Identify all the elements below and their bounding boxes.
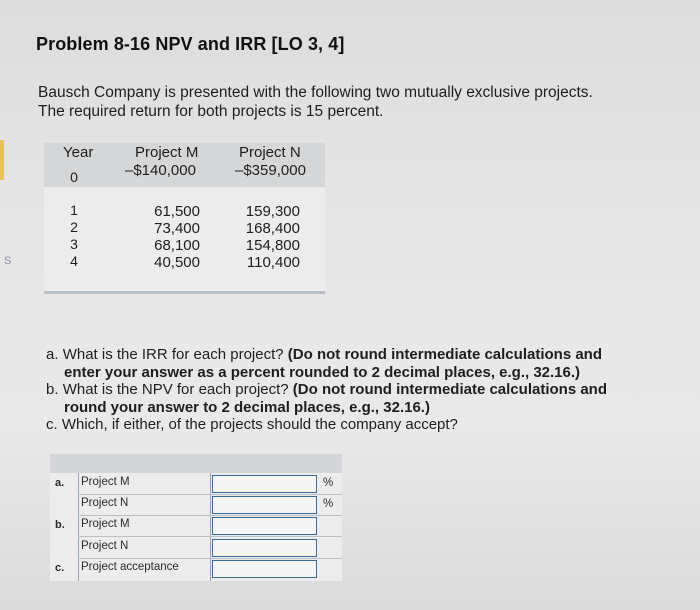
project-m-year-1: 61,500	[154, 203, 200, 220]
question-a-instruction-1: (Do not round intermediate calculations and	[287, 346, 602, 363]
answer-row-separator-2	[78, 515, 342, 516]
year-1: 1	[70, 202, 78, 218]
question-c-line	[46, 416, 691, 434]
answer-label-npv-m: Project M	[81, 518, 130, 530]
cash-flow-table	[44, 143, 325, 298]
answer-row-separator-3	[78, 536, 342, 537]
question-a-line-1	[46, 346, 691, 364]
irr-project-n-percent-unit: %	[323, 498, 334, 510]
project-n-year-3: 154,800	[245, 237, 300, 254]
year-2: 2	[70, 219, 78, 235]
intro-line-2: The required return for both projects is 15 percent.	[38, 103, 384, 120]
answer-key-c: c.	[55, 562, 65, 574]
year-0: 0	[70, 169, 78, 185]
year-3: 3	[70, 236, 78, 252]
question-b-instruction-2: round your answer to 2 decimal places, e.g., 32.16.)	[64, 398, 430, 416]
project-n-year-4: 110,400	[246, 254, 300, 271]
answer-grid	[50, 454, 342, 582]
header-year: Year	[63, 144, 94, 161]
question-a-line-2	[46, 364, 691, 382]
answer-grid-divider-left	[78, 473, 79, 581]
question-b-line-1	[46, 381, 691, 399]
npv-project-m-input[interactable]	[212, 517, 317, 535]
project-m-year-3: 68,100	[154, 237, 200, 254]
question-a-key: a.	[46, 346, 59, 363]
question-a-text: What is the IRR for each project?	[62, 346, 284, 363]
edge-highlight-strip	[0, 140, 4, 180]
year-4: 4	[70, 253, 78, 269]
project-acceptance-input[interactable]	[212, 560, 317, 578]
problem-title: Problem 8-16 NPV and IRR [LO 3, 4]	[36, 34, 345, 54]
project-m-year-4: 40,500	[154, 254, 200, 271]
answer-key-a: a.	[55, 477, 65, 489]
question-list	[46, 346, 691, 434]
cash-flow-table-bottom-rule	[44, 291, 325, 294]
project-n-year-0: –$359,000	[235, 162, 306, 179]
answer-label-npv-n: Project N	[81, 540, 129, 552]
header-project-n: Project N	[239, 144, 301, 161]
answer-grid-divider-mid	[210, 473, 211, 581]
question-a-instruction-2: enter your answer as a percent rounded to 2 decimal places, e.g., 32.16.)	[64, 363, 581, 381]
project-m-year-0: –$140,000	[125, 162, 196, 179]
answer-label-irr-n: Project N	[81, 497, 129, 509]
problem-intro	[38, 83, 688, 121]
irr-project-m-percent-unit: %	[323, 477, 334, 489]
edge-mark: S	[4, 255, 12, 267]
irr-project-m-input[interactable]	[212, 475, 317, 493]
header-project-m: Project M	[135, 144, 199, 161]
answer-grid-header	[50, 454, 342, 473]
irr-project-n-input[interactable]	[212, 496, 317, 514]
npv-project-n-input[interactable]	[212, 539, 317, 557]
answer-row-separator-1	[78, 494, 342, 495]
project-n-year-1: 159,300	[245, 203, 300, 220]
answer-row-separator-4	[78, 558, 342, 559]
question-b-instruction-1: (Do not round intermediate calculations and	[292, 381, 607, 398]
question-b-key: b.	[46, 381, 59, 398]
answer-label-project-acceptance: Project acceptance	[81, 561, 179, 573]
question-b-line-2	[46, 399, 691, 417]
project-m-year-2: 73,400	[154, 220, 200, 237]
question-c-key: c.	[46, 416, 58, 433]
answer-label-irr-m: Project M	[81, 476, 130, 488]
answer-key-b: b.	[55, 519, 65, 531]
intro-line-1: Bausch Company is presented with the following two mutually exclusive projects.	[38, 84, 593, 101]
question-b-text: What is the NPV for each project?	[62, 381, 289, 398]
project-n-year-2: 168,400	[245, 220, 300, 237]
question-c-text: Which, if either, of the projects should the company accept?	[61, 416, 458, 433]
